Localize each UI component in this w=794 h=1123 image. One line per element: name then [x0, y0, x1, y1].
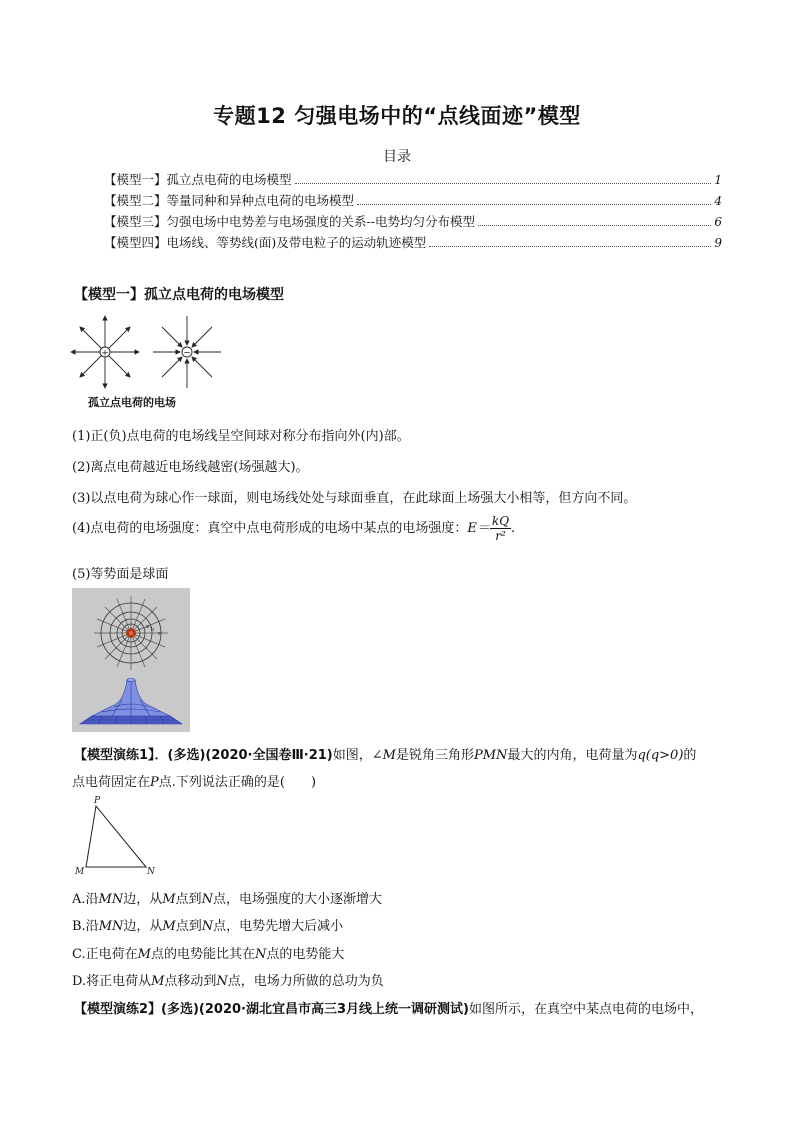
- text: 点，电场力所做的总功为负: [227, 974, 384, 989]
- text: A.沿: [72, 892, 99, 907]
- var-pmn: PMN: [474, 748, 508, 763]
- var: M: [162, 919, 176, 934]
- negative-sign: −: [183, 348, 191, 359]
- text: 点到: [175, 892, 202, 907]
- option-a[interactable]: [72, 888, 382, 907]
- label-m: M: [75, 867, 85, 876]
- label-b: b: [151, 627, 155, 633]
- point-1: (1)正(负)点电荷的电场线呈空间球对称分布指向外(内)部。: [72, 429, 410, 444]
- exercise-1-line-1: [74, 744, 696, 763]
- text: C.正电荷在: [72, 947, 138, 962]
- point-2: (2)离点电荷越近电场线越密(场强越大)。: [72, 460, 309, 475]
- toc-leader: [478, 225, 711, 226]
- toc-entry-1[interactable]: [104, 170, 722, 191]
- toc-tag: 【模型四】: [104, 235, 167, 250]
- formula-numerator: kQ: [491, 514, 510, 528]
- toc-text: 孤立点电荷的电场模型: [166, 172, 292, 187]
- text: 的: [683, 748, 697, 763]
- toc-leader: [295, 183, 712, 184]
- toc-entry-2[interactable]: [104, 191, 722, 212]
- text: 点的电势能比其在: [150, 947, 255, 962]
- exercise-2-text: 如图所示，在真空中某点电荷的电场中，: [468, 1002, 703, 1017]
- exercise-1-head: 【模型演练1】．: [74, 748, 168, 763]
- point-4-text: (4)点电荷的电场强度：真空中点电荷形成的电场中某点的电场强度：: [72, 521, 468, 536]
- toc-entry-3[interactable]: [104, 212, 722, 233]
- text: 点移动到: [164, 974, 217, 989]
- point-5: (5)等势面是球面: [72, 567, 169, 582]
- var: N: [216, 974, 228, 989]
- toc-page: 1: [714, 173, 722, 187]
- exercise-2-line-1: [74, 998, 703, 1017]
- exercise-2-source: (多选)(2020·湖北宜昌市高三3月线上统一调研测试): [161, 1002, 469, 1017]
- exercise-1-line-2: [72, 771, 316, 790]
- var: MN: [98, 892, 124, 907]
- point-4: [72, 514, 515, 544]
- var: M: [137, 947, 151, 962]
- toc-leader: [429, 246, 711, 247]
- var: N: [201, 919, 214, 934]
- text: 如图，∠: [332, 748, 383, 763]
- figure-caption: 孤立点电荷的电场: [88, 396, 176, 409]
- toc-page: 6: [714, 215, 722, 229]
- var: N: [201, 892, 213, 907]
- option-d[interactable]: [72, 970, 384, 989]
- label-p: P: [94, 796, 101, 806]
- var-p: P: [150, 775, 159, 790]
- formula-denominator: r²: [495, 529, 506, 543]
- formula-lhs: E＝: [467, 521, 490, 536]
- text: 点到: [175, 919, 202, 934]
- positive-sign: +: [101, 348, 109, 359]
- text: 点，电场强度的大小逐渐增大: [212, 892, 382, 907]
- text: 边，从: [123, 919, 163, 934]
- toc-text: 电场线、等势线(面)及带电粒子的运动轨迹模型: [166, 235, 427, 250]
- var: M: [151, 974, 165, 989]
- page-title: 专题12 匀强电场中的“点线面迹”模型: [213, 104, 581, 128]
- point-charge-field-figure: [70, 314, 230, 390]
- var-q: q(q>0): [637, 748, 684, 763]
- exercise-1-source: (多选)(2020·全国卷Ⅲ·21): [167, 748, 333, 763]
- toc-entry-4[interactable]: [104, 233, 722, 254]
- exercise-2-head: 【模型演练2】: [74, 1002, 162, 1017]
- table-of-contents: [104, 170, 722, 254]
- point-3: (3)以点电荷为球心作一球面，则电场线处处与球面垂直，在此球面上场强大小相等，但方向不同。: [72, 491, 637, 506]
- toc-text: 等量同种和异种点电荷的电场模型: [166, 193, 355, 208]
- coulomb-formula: [490, 514, 511, 543]
- option-c[interactable]: [72, 943, 344, 962]
- text: 点，电势先增大后减小: [213, 919, 344, 934]
- label-a: a: [146, 624, 150, 630]
- var-m: M: [382, 748, 396, 763]
- toc-leader: [357, 204, 711, 205]
- text: 边，从: [123, 892, 163, 907]
- text: 最大的内角，电荷量为: [507, 748, 638, 763]
- option-b[interactable]: [72, 915, 343, 934]
- toc-heading: 目录: [383, 149, 411, 165]
- toc-page: 4: [714, 194, 722, 208]
- toc-page: 9: [714, 236, 722, 250]
- positive-charge-diagram: [71, 316, 139, 388]
- var: N: [254, 947, 267, 962]
- text: 点的电势能大: [266, 947, 345, 962]
- formula-end: .: [511, 521, 516, 536]
- equipotential-figure: [72, 588, 190, 732]
- text: D.将正电荷从: [72, 974, 152, 989]
- text: 点电荷固定在: [72, 775, 151, 790]
- toc-tag: 【模型三】: [104, 214, 167, 229]
- var: M: [162, 892, 176, 907]
- text: 是锐角三角形: [395, 748, 474, 763]
- toc-tag: 【模型二】: [104, 193, 167, 208]
- text: 点.下列说法正确的是( ): [158, 775, 317, 790]
- toc-tag: 【模型一】: [104, 172, 167, 187]
- section-heading: 【模型一】孤立点电荷的电场模型: [74, 287, 284, 303]
- text: B.沿: [72, 919, 99, 934]
- triangle-pmn-figure: [70, 794, 165, 876]
- label-c: c: [158, 631, 161, 637]
- var: MN: [98, 919, 124, 934]
- negative-charge-diagram: [153, 316, 221, 388]
- label-n: N: [147, 867, 155, 876]
- toc-text: 匀强电场中电势差与电场强度的关系--电势均匀分布模型: [166, 214, 475, 229]
